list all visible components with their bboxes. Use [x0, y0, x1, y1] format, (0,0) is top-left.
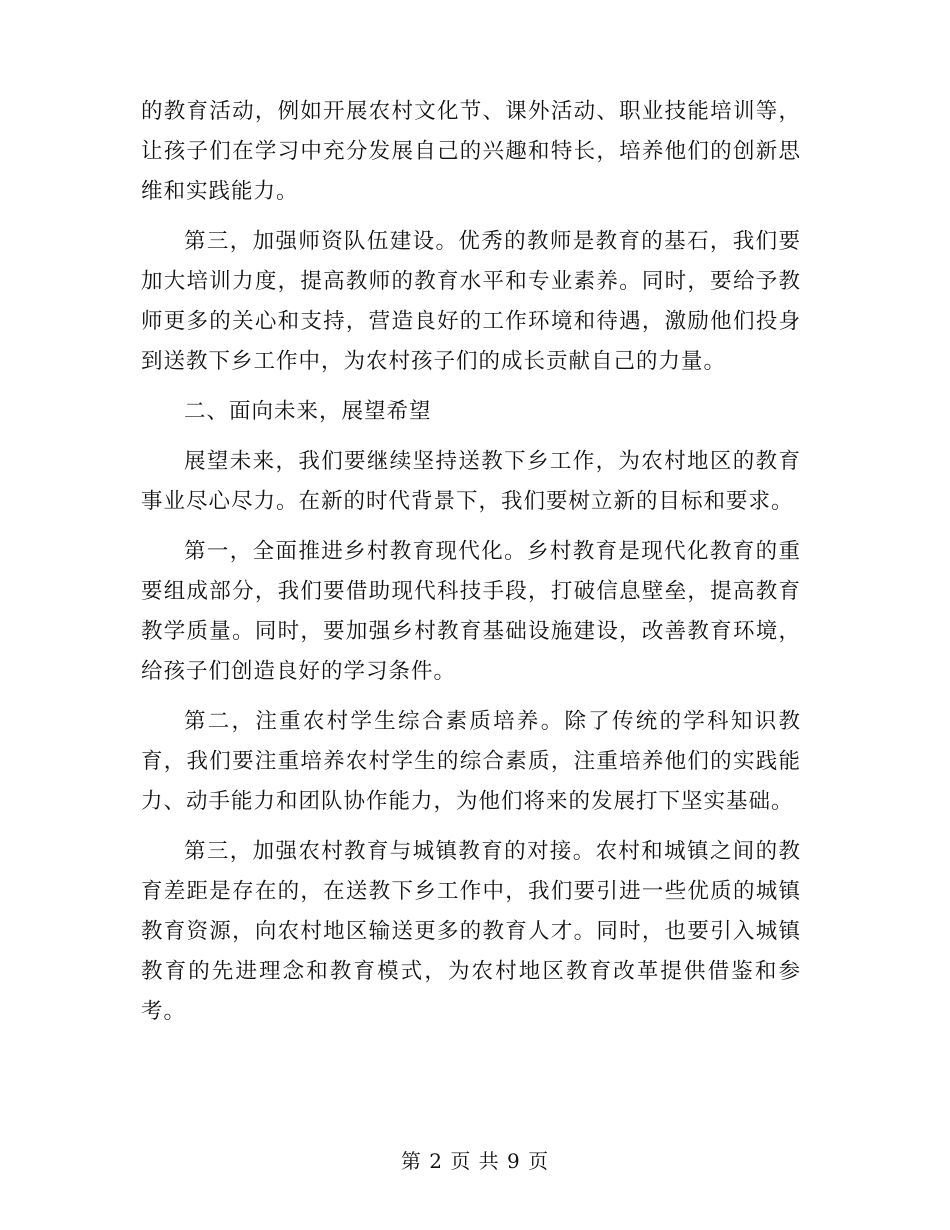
document-body — [141, 92, 801, 1042]
page-number-footer: 第 2 页 共 9 页 — [400, 1149, 550, 1173]
paragraph: 第三，加强师资队伍建设。优秀的教师是教育的基石，我们要加大培训力度，提高教师的教育水平和专业素养。同时，要给予教师更多的关心和支持，营造良好的工作环境和待遇，激励他们投身到送教下乡工作中，为农村孩子们的成长贡献自己的力量。 — [141, 229, 801, 374]
paragraph: 的教育活动，例如开展农村文化节、课外活动、职业技能培训等，让孩子们在学习中充分发展自己的兴趣和特长，培养他们的创新思维和实践能力。 — [141, 99, 801, 204]
section-heading: 二、面向未来，展望希望 — [184, 399, 432, 424]
paragraph: 第二，注重农村学生综合素质培养。除了传统的学科知识教育，我们要注重培养农村学生的综合素质，注重培养他们的实践能力、动手能力和团队协作能力，为他们将来的发展打下坚实基础。 — [141, 709, 801, 814]
paragraph: 展望未来，我们要继续坚持送教下乡工作，为农村地区的教育事业尽心尽力。在新的时代背景下，我们要树立新的目标和要求。 — [141, 449, 801, 514]
paragraph: 第一，全面推进乡村教育现代化。乡村教育是现代化教育的重要组成部分，我们要借助现代科技手段，打破信息壁垒，提高教育教学质量。同时，要加强乡村教育基础设施建设，改善教育环境，给孩子们创造良好的学习条件。 — [141, 539, 801, 684]
paragraph: 第三，加强农村教育与城镇教育的对接。农村和城镇之间的教育差距是存在的，在送教下乡工作中，我们要引进一些优质的城镇教育资源，向农村地区输送更多的教育人才。同时，也要引入城镇教育的先进理念和教育模式，为农村地区教育改革提供借鉴和参考。 — [141, 839, 801, 1024]
